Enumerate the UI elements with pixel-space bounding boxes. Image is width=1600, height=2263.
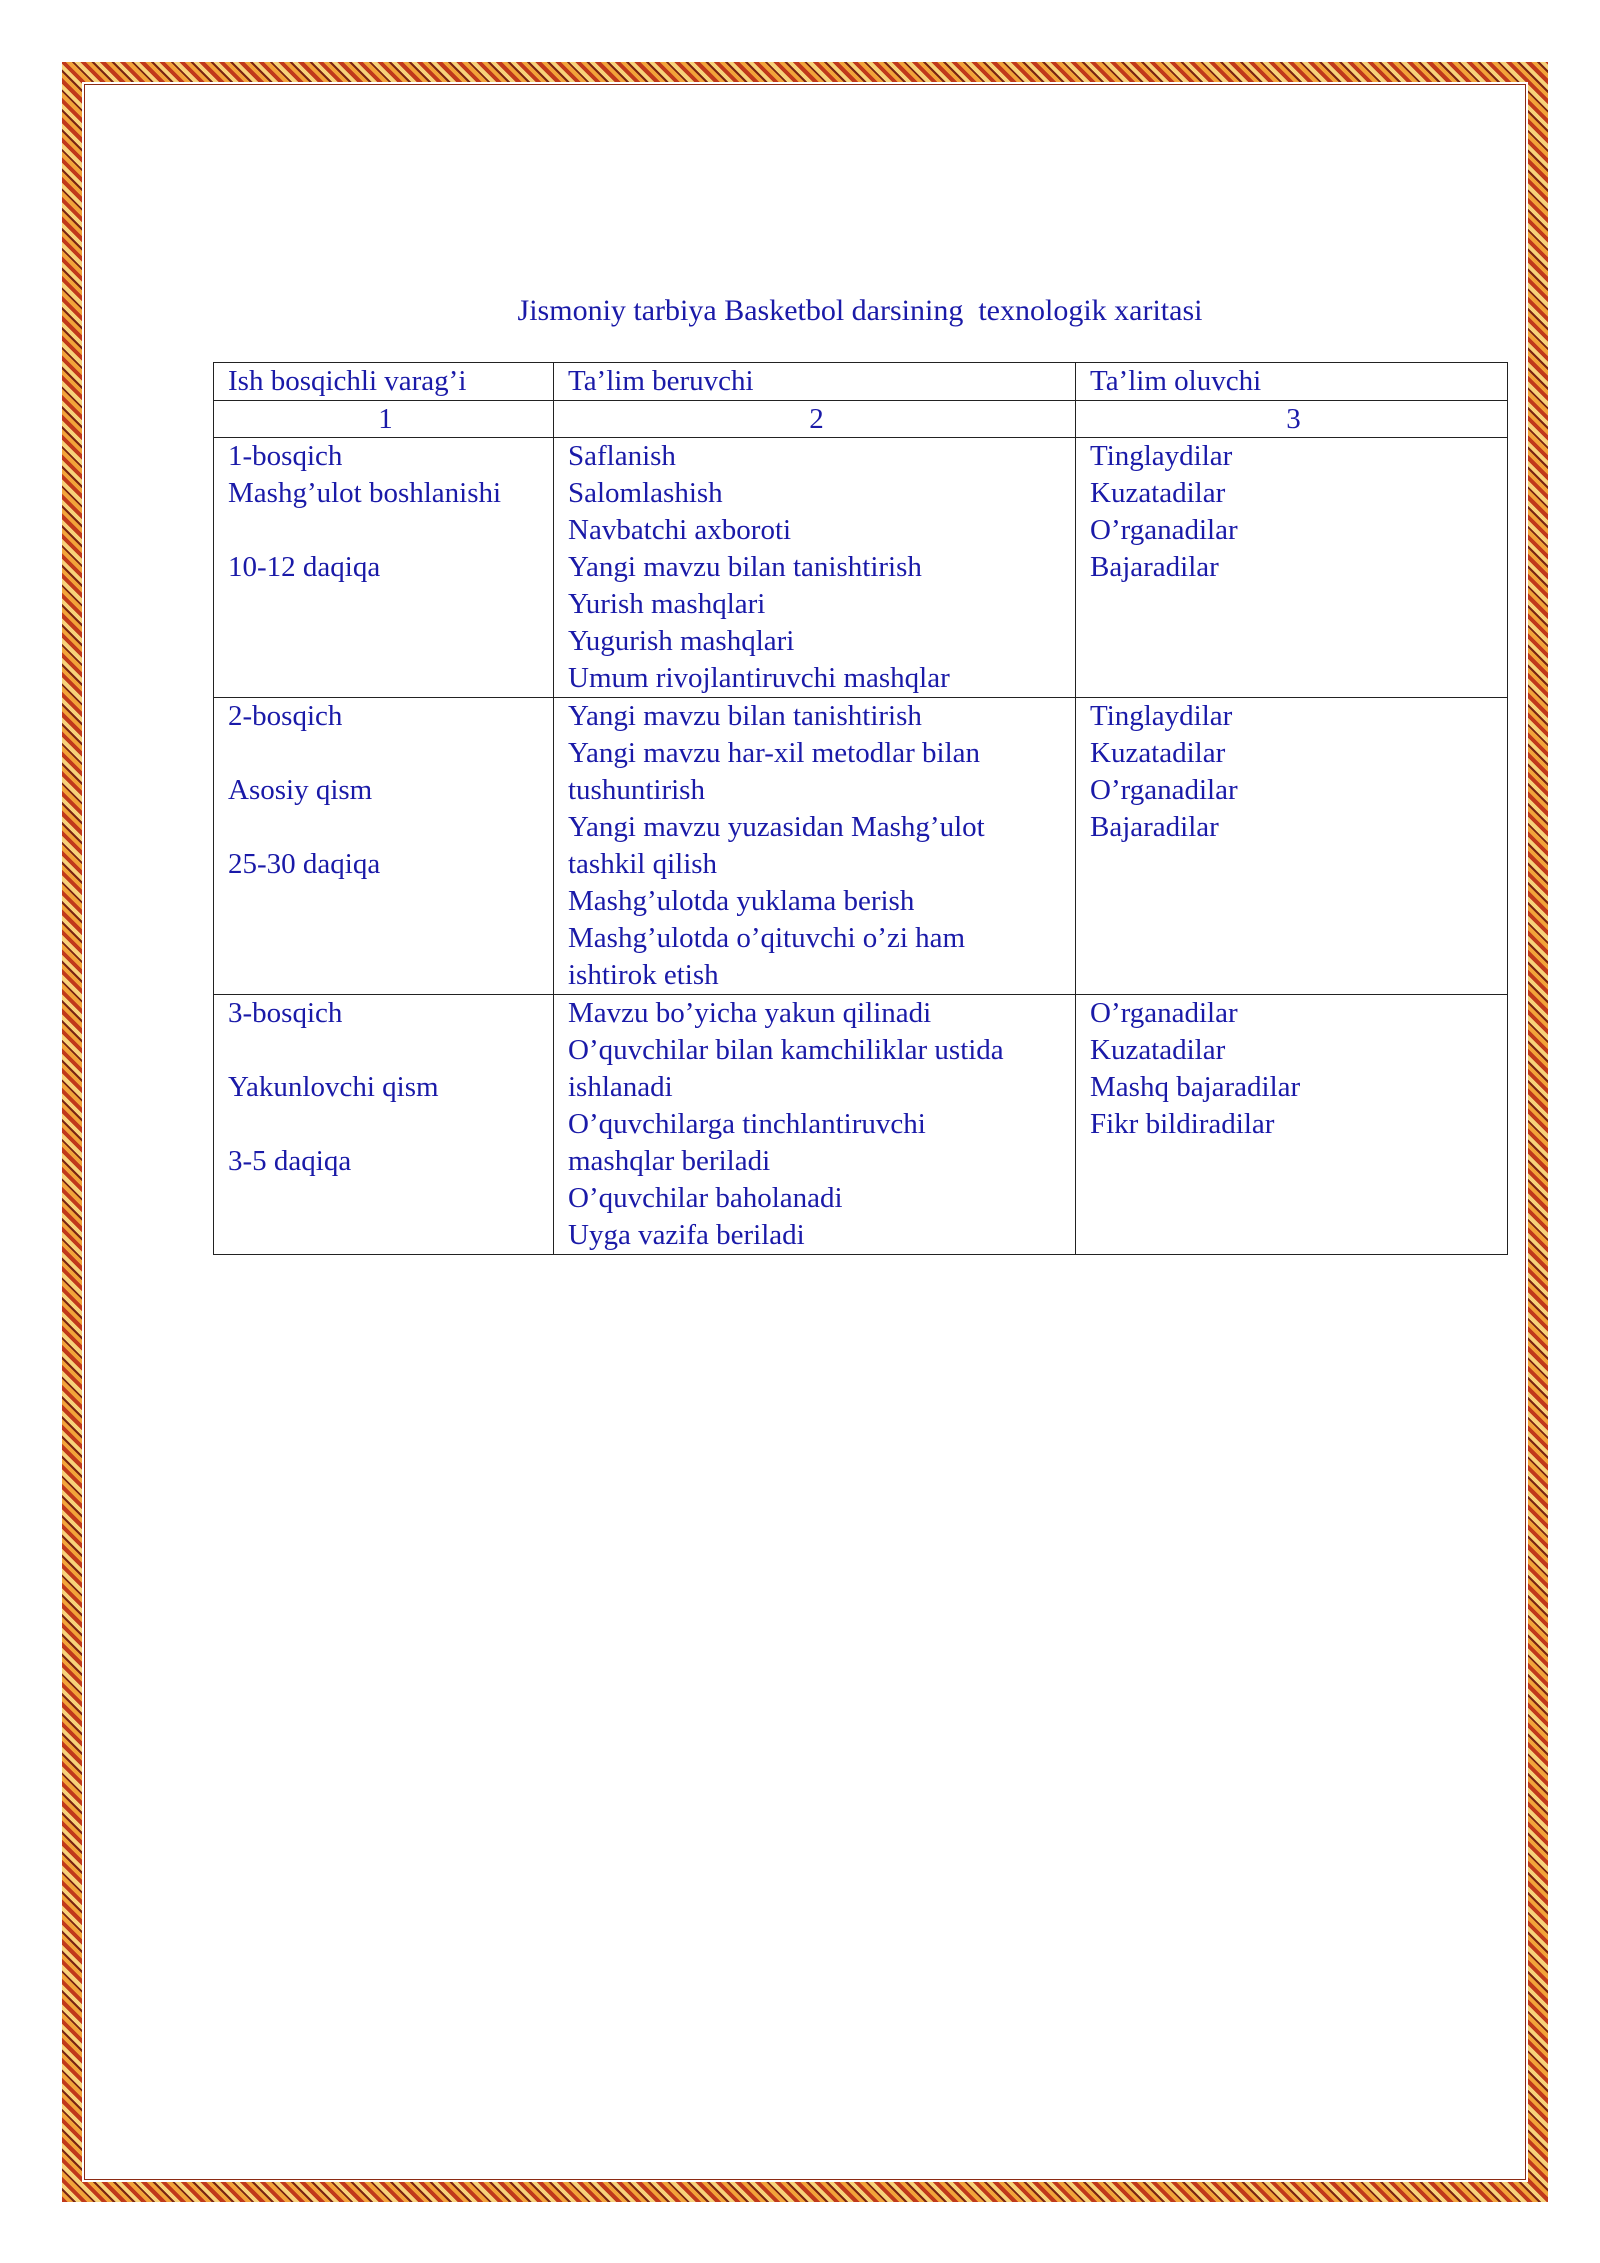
header-cell-stage: Ish bosqichli varag’i [214,363,554,401]
stage-label: 3-bosqich [228,997,343,1029]
teacher-activity: Yangi mavzu bilan tanishtirish [568,551,922,583]
document-title: Jismoniy tarbiya Basketbol darsining texnologik xaritasi [517,294,1203,327]
teacher-activity: ishtirok etish [568,959,719,991]
table-header-row [214,363,1508,401]
teacher-activity: Yangi mavzu har-xil metodlar bilan [568,737,981,769]
column-number-cell: 3 [1076,401,1508,438]
teacher-activity: Navbatchi axboroti [568,514,792,546]
student-cell [1076,438,1508,698]
teacher-cell [554,438,1076,698]
stage-label: 2-bosqich [228,700,343,732]
stage-cell [214,995,554,1255]
technology-map-table [213,362,1508,1255]
column-number-cell: 1 [214,401,554,438]
stage-label: 1-bosqich [228,440,343,472]
teacher-activity: O’quvchilarga tinchlantiruvchi [568,1108,926,1140]
teacher-activity: tushuntirish [568,774,705,806]
stage-cell [214,698,554,995]
stage-time: 25-30 daqiqa [228,848,381,880]
teacher-activity: Yugurish mashqlari [568,625,795,657]
student-activity: Kuzatadilar [1090,1034,1226,1066]
student-cell [1076,995,1508,1255]
teacher-activity: O’quvchilar bilan kamchiliklar ustida [568,1034,1004,1066]
stage-part: Yakunlovchi qism [228,1071,439,1103]
student-activity: Bajaradilar [1090,811,1219,843]
student-activity: O’rganadilar [1090,774,1238,806]
teacher-cell [554,698,1076,995]
stage-part: Mashg’ulot boshlanishi [228,477,502,509]
header-cell-teacher: Ta’lim beruvchi [554,363,1076,401]
student-activity: O’rganadilar [1090,514,1238,546]
teacher-activity: Umum rivojlantiruvchi mashqlar [568,662,950,694]
student-cell [1076,698,1508,995]
student-activity: Tinglaydilar [1090,700,1233,732]
student-activity: Mashq bajaradilar [1090,1071,1301,1103]
teacher-activity: Mashg’ulotda yuklama berish [568,885,915,917]
teacher-activity: Yangi mavzu yuzasidan Mashg’ulot [568,811,985,843]
teacher-activity: Mashg’ulotda o’qituvchi o’zi ham [568,922,966,954]
teacher-cell [554,995,1076,1255]
stage-part: Asosiy qism [228,774,373,806]
table-row [214,438,1508,698]
stage-time: 10-12 daqiqa [228,551,381,583]
teacher-activity: Uyga vazifa beriladi [568,1219,805,1251]
teacher-activity: Yangi mavzu bilan tanishtirish [568,700,922,732]
student-activity: Kuzatadilar [1090,737,1226,769]
column-number-cell: 2 [554,401,1076,438]
teacher-activity: tashkil qilish [568,848,718,880]
header-cell-student: Ta’lim oluvchi [1076,363,1508,401]
student-activity: Bajaradilar [1090,551,1219,583]
teacher-activity: Yurish mashqlari [568,588,766,620]
student-activity: Fikr bildiradilar [1090,1108,1275,1140]
stage-time: 3-5 daqiqa [228,1145,352,1177]
teacher-activity: ishlanadi [568,1071,673,1103]
column-number-row [214,401,1508,438]
student-activity: Tinglaydilar [1090,440,1233,472]
teacher-activity: Saflanish [568,440,676,472]
stage-cell [214,438,554,698]
table-row [214,995,1508,1255]
teacher-activity: Salomlashish [568,477,723,509]
teacher-activity: O’quvchilar baholanadi [568,1182,843,1214]
teacher-activity: Mavzu bo’yicha yakun qilinadi [568,997,932,1029]
student-activity: O’rganadilar [1090,997,1238,1029]
student-activity: Kuzatadilar [1090,477,1226,509]
teacher-activity: mashqlar beriladi [568,1145,771,1177]
table-row [214,698,1508,995]
